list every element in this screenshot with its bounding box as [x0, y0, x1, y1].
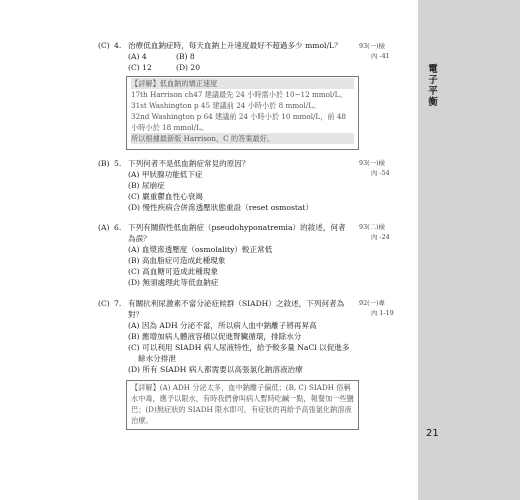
- explanation-line: 32nd Washington p 64 建議前 24 小時小於 10 mmol/L，前 48 小時小於 18 mmol/L。: [131, 112, 347, 132]
- explanation-line: 31st Washington p 45 建議前 24 小時小於 8 mmol/L。: [131, 101, 321, 110]
- question-source: [359, 298, 394, 318]
- chapter-title-char: 平: [428, 86, 438, 97]
- question-source: [359, 222, 390, 242]
- option-d: (D) 無須處理此等低血鈉症: [128, 278, 219, 287]
- option-list: [128, 320, 354, 375]
- question-number: 7.: [114, 299, 122, 308]
- question-source: [359, 158, 390, 178]
- option-d: (D) 所有 SIADH 病人都需要以高張氯化鈉溶液治療: [128, 365, 303, 374]
- chapter-title-char: 子: [428, 75, 438, 86]
- question-number: 4.: [114, 41, 122, 50]
- option-a: (A) 4: [128, 52, 147, 61]
- source-ref: 內 -54: [371, 169, 390, 177]
- source-exam: 92(一)專: [359, 299, 385, 307]
- question-stem: 治療低血鈉症時，每天血鈉上升速度最好不超過多少 mmol/L？: [128, 41, 342, 50]
- chapter-title: [426, 64, 440, 108]
- question-stem: 有關抗利尿激素不當分泌症候群（SIADH）之敘述，下列何者為對？: [128, 299, 345, 319]
- option-c: (C) 高血糖可造成此種現象: [128, 267, 219, 276]
- option-b: (B) 高血脂症可造成此種現象: [128, 256, 226, 265]
- question-source: [359, 41, 390, 61]
- explanation-box-q4: [126, 76, 359, 150]
- option-c: (C) 12: [128, 63, 152, 72]
- option-c: (C) 嚴重鬱血性心衰竭: [128, 192, 203, 201]
- question-stem: 下列有關假性低血鈉症（pseudohyponatremia）的敘述，何者為誤？: [128, 223, 346, 243]
- source-ref: 內 -41: [371, 52, 390, 60]
- page-number: 21: [426, 428, 439, 439]
- source-ref: 內 -24: [371, 233, 390, 241]
- source-ref: 內 1-19: [371, 309, 394, 317]
- option-b: (B) 8: [176, 52, 195, 61]
- explanation-line: 所以根據最新版 Harrison，C 的答案最好。: [131, 133, 354, 144]
- answer-key: (B): [98, 159, 110, 168]
- option-a: (A) 甲狀腺功能低下症: [128, 170, 203, 179]
- option-d: (D) 20: [176, 63, 201, 72]
- option-b: (B) 尿崩症: [128, 181, 165, 190]
- answer-key: (A): [98, 223, 110, 232]
- explanation-text: 【詳解】(A) ADH 分泌太多，血中鈉離子偏低；(B, C) SIADH 俗稱水中毒，應予以限水，有時我們會叫病人暫時吃鹹一點，報餐加一些鹽巴；(D)無症狀的 SIADH 限水即可，有症狀的再給予高張氯化鈉溶液治療。: [131, 383, 354, 425]
- answer-key: (C): [98, 41, 110, 50]
- chapter-title-char: 電: [428, 64, 438, 75]
- question-number: 5.: [114, 159, 122, 168]
- option-a: (A) 血漿滲透壓度（osmolality）較正常低: [128, 245, 273, 254]
- explanation-title: 【詳解】低血鈉的矯正速度: [131, 78, 354, 89]
- option-c: (C) 可以利用 SIADH 病人尿液特性，給予較多量 NaCl 以促進多餘水分排泄: [128, 343, 350, 363]
- answer-key: (C): [98, 299, 110, 308]
- explanation-line: 17th Harrison ch47 建議最先 24 小時需小於 10~12 mmol/L。: [131, 90, 347, 99]
- option-d: (D) 慢性疾病合併滲透壓狀態重設（reset osmostat）: [128, 203, 314, 212]
- option-list: [128, 244, 410, 288]
- question-number: 6.: [114, 223, 122, 232]
- source-exam: 93(一)檢: [359, 42, 385, 50]
- question-stem: 下列何者不是低血鈉症常見的原因？: [128, 159, 250, 168]
- source-exam: 93(一)檢: [359, 159, 385, 167]
- source-exam: 93(二)檢: [359, 223, 385, 231]
- explanation-box-q7: [126, 380, 359, 430]
- option-a: (A) 因為 ADH 分泌不當，所以病人血中鈉離子將再昇高: [128, 321, 317, 330]
- chapter-title-char: 衡: [428, 97, 438, 108]
- option-b: (B) 應增加病人體液容積以促進腎臟循環，排除水分: [128, 332, 302, 341]
